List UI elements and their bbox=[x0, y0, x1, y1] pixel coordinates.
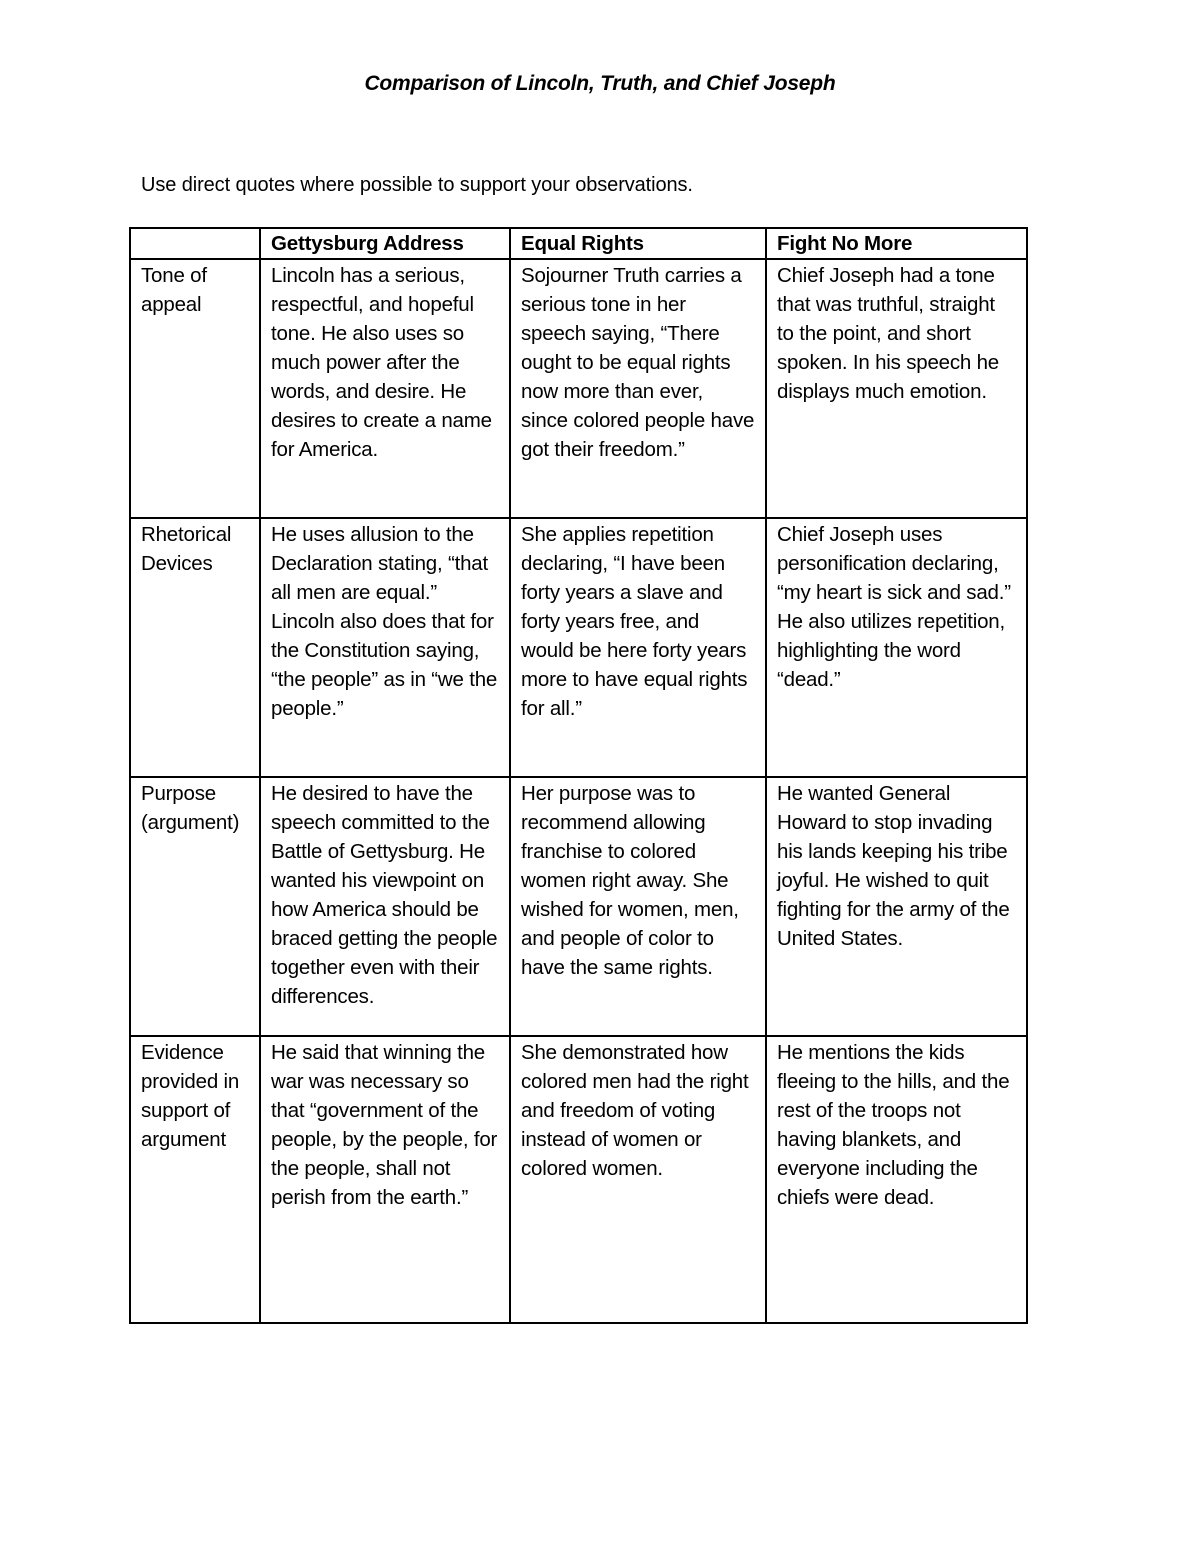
table-cell: She applies repetition declaring, “I have been forty years a slave and forty years free, and would be here forty years more to have equal rights for all.” bbox=[510, 518, 766, 777]
table-cell: He desired to have the speech committed to the Battle of Gettysburg. He wanted his viewpoint on how America should be braced getting the people together even with their differences. bbox=[260, 777, 510, 1036]
table-row-evidence bbox=[130, 1036, 1027, 1323]
table-row-rhetorical-devices bbox=[130, 518, 1027, 777]
table-cell: He wanted General Howard to stop invading his lands keeping his tribe joyful. He wished to quit fighting for the army of the United States. bbox=[766, 777, 1027, 1036]
table-cell: Chief Joseph had a tone that was truthful, straight to the point, and short spoken. In his speech he displays much emotion. bbox=[766, 259, 1027, 518]
row-label-evidence: Evidence provided in support of argument bbox=[130, 1036, 260, 1323]
table-cell: She demonstrated how colored men had the right and freedom of voting instead of women or colored women. bbox=[510, 1036, 766, 1323]
instructions-text: Use direct quotes where possible to support your observations. bbox=[141, 174, 693, 196]
row-label-rhetorical-devices: Rhetorical Devices bbox=[130, 518, 260, 777]
comparison-table bbox=[129, 227, 1028, 1324]
table-cell: Chief Joseph uses personification declaring, “my heart is sick and sad.” He also utilizes repetition, highlighting the word “dead.” bbox=[766, 518, 1027, 777]
table-cell: Her purpose was to recommend allowing franchise to colored women right away. She wished for women, men, and people of color to have the same rights. bbox=[510, 777, 766, 1036]
table-row-purpose bbox=[130, 777, 1027, 1036]
table-row-tone-of-appeal bbox=[130, 259, 1027, 518]
row-label-purpose: Purpose (argument) bbox=[130, 777, 260, 1036]
row-label-tone-of-appeal: Tone of appeal bbox=[130, 259, 260, 518]
header-cell-gettysburg-address: Gettysburg Address bbox=[260, 228, 510, 259]
header-cell-empty bbox=[130, 228, 260, 259]
table-cell: Lincoln has a serious, respectful, and hopeful tone. He also uses so much power after the words, and desire. He desires to create a name for America. bbox=[260, 259, 510, 518]
table-header-row bbox=[130, 228, 1027, 259]
header-cell-equal-rights: Equal Rights bbox=[510, 228, 766, 259]
table-cell: He said that winning the war was necessary so that “government of the people, by the people, for the people, shall not perish from the earth.” bbox=[260, 1036, 510, 1323]
page-title: Comparison of Lincoln, Truth, and Chief Joseph bbox=[364, 72, 836, 95]
header-cell-fight-no-more: Fight No More bbox=[766, 228, 1027, 259]
table-cell: Sojourner Truth carries a serious tone in her speech saying, “There ought to be equal rights now more than ever, since colored people have got their freedom.” bbox=[510, 259, 766, 518]
table-cell: He uses allusion to the Declaration stating, “that all men are equal.” Lincoln also does that for the Constitution saying, “the people” as in “we the people.” bbox=[260, 518, 510, 777]
table-cell: He mentions the kids fleeing to the hills, and the rest of the troops not having blankets, and everyone including the chiefs were dead. bbox=[766, 1036, 1027, 1323]
